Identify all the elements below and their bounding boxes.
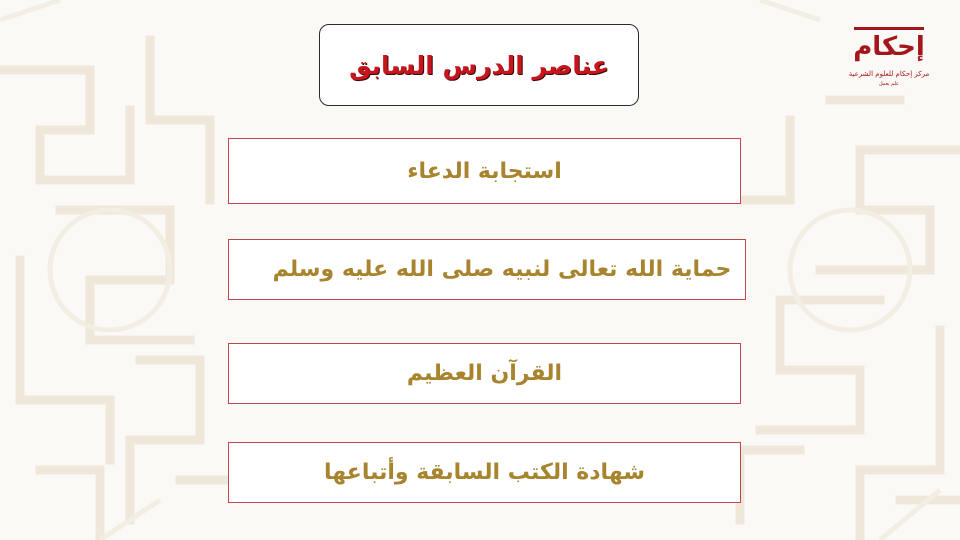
slide-title: عناصر الدرس السابق (349, 50, 609, 80)
lesson-item (228, 138, 741, 204)
lesson-item-text: شهادة الكتب السابقة وأتباعها (324, 460, 645, 485)
lesson-item (228, 239, 746, 300)
logo-name: إحكام (853, 32, 925, 62)
logo-bar (854, 27, 924, 30)
lesson-item (228, 343, 741, 404)
logo-subtitle: مركز إحكام للعلوم الشرعية (848, 70, 930, 78)
lesson-item-text: القرآن العظيم (406, 361, 563, 386)
lesson-item-text: استجابة الدعاء (407, 158, 562, 184)
title-box (319, 24, 639, 106)
lesson-item (228, 442, 741, 503)
lesson-item-text: حماية الله تعالى لنبيه صلى الله عليه وسلم (272, 257, 732, 282)
brand-logo (848, 24, 930, 92)
logo-tagline: علم يعمل (878, 81, 900, 87)
